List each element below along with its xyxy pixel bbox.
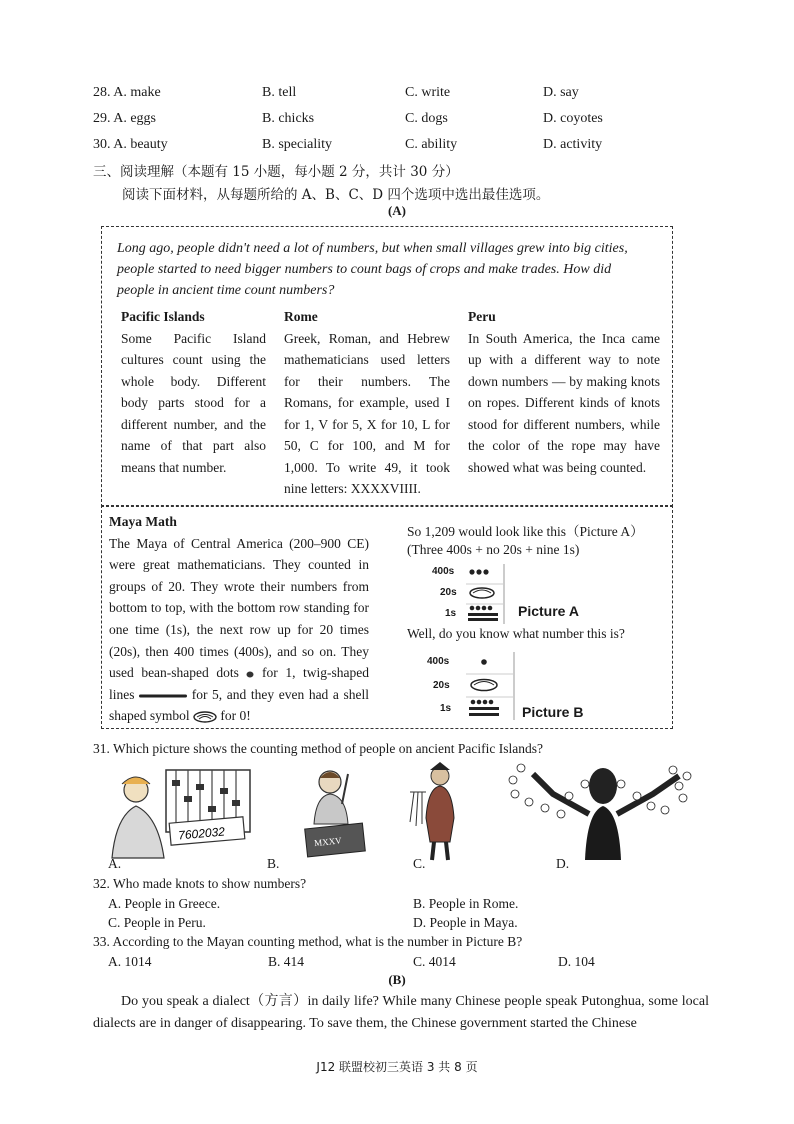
row-label: 400s xyxy=(427,656,450,667)
question-31: 31. Which picture shows the counting method of people on ancient Pacific Islands? xyxy=(93,741,544,756)
question-32: 32. Who made knots to show numbers? xyxy=(93,876,307,891)
q31-label-a: A. xyxy=(108,856,122,871)
column-title: Rome xyxy=(284,309,318,324)
q33-option-d: D. 104 xyxy=(558,954,595,969)
column-body: In South America, the Inca came up with a different way to note down numbers — by making knots on ropes. Different kinds of knots stood for different numbers, while the color of the rope may have showed what was being counted. xyxy=(468,330,660,475)
option-text: 28. A. make xyxy=(93,85,161,100)
row-label: 400s xyxy=(432,566,455,577)
q32-option-d: D. People in Maya. xyxy=(413,915,518,930)
row-label: 1s xyxy=(445,608,457,619)
svg-text:MXXV: MXXV xyxy=(313,835,343,849)
option-text: 29. A. eggs xyxy=(93,111,157,126)
q32-option-b: B. People in Rome. xyxy=(413,896,519,911)
passage-b-body: Do you speak a dialect（方言）in daily life? While many Chinese people speak Putonghua, some local dialects are in danger of disappearing. To save them, the Chinese government started the Chinese xyxy=(93,994,709,1031)
option-text: B. tell xyxy=(262,85,297,100)
q32-option-c: C. People in Peru. xyxy=(108,915,206,930)
picture-b xyxy=(424,652,520,720)
illustration-d-body-counting xyxy=(503,762,699,860)
picture-b-label: Picture B xyxy=(522,704,584,720)
option-text: 30. A. beauty xyxy=(93,137,168,152)
illustration-c-inca-ropes xyxy=(404,762,476,862)
option-text: C. write xyxy=(405,85,451,100)
row-label: 20s xyxy=(440,587,457,598)
shell-symbol-icon xyxy=(193,711,217,723)
maya-math-column xyxy=(109,511,369,727)
mayan-numeral-b xyxy=(466,652,516,720)
option-text: C. ability xyxy=(405,137,458,152)
column-body: for 5, and they even had a shell shaped symbol xyxy=(109,686,370,724)
passage-a-intro: Long ago, people didn't need a lot of numbers, but when small villages grew into big cities, people started to need bigger numbers to count bags of crops and make trades. How did people in ancient time count numbers? xyxy=(117,241,628,298)
section-instruction: 阅读下面材料，从每题所给的 A、B、C、D 四个选项中选出最佳选项。 xyxy=(122,187,550,203)
column-title: Peru xyxy=(468,309,496,324)
question-33: 33. According to the Mayan counting method, what is the number in Picture B? xyxy=(93,934,523,949)
row-label: 20s xyxy=(433,680,450,691)
q33-option-a: A. 1014 xyxy=(108,954,152,969)
q31-label-d: D. xyxy=(556,856,570,871)
q33-option-c: C. 4014 xyxy=(413,954,456,969)
column-body: The Maya of Central America (200–900 CE) were great mathematicians. They counted in groups of 20. They wrote their numbers from bottom to top, with the bottom row standing for one time (1s), the next row up for 20 times (20s), then 400 times (400s), and so on. They used bean-shaped dots xyxy=(109,535,369,681)
rome-column xyxy=(284,306,450,500)
passage-a-label: (A) xyxy=(387,203,407,218)
illustration-number-text: 7602032 xyxy=(177,824,226,843)
column-title: Pacific Islands xyxy=(121,309,205,324)
column-body: for 0! xyxy=(220,708,251,724)
picture-a-intro: So 1,209 would look like this（Picture A） xyxy=(407,524,644,539)
section-heading: 三、阅读理解（本题有 15 小题，每小题 2 分，共计 30 分） xyxy=(93,164,459,180)
mayan-numeral-a xyxy=(466,564,506,624)
q33-option-b: B. 414 xyxy=(268,954,305,969)
peru-column xyxy=(468,306,660,478)
illustration-a-abacus xyxy=(108,766,254,860)
column-body: for 1, twig-shaped lines xyxy=(109,665,370,702)
passage-b-label: (B) xyxy=(388,972,406,987)
options-row-28 xyxy=(93,85,713,105)
illustration-b-roman-scribe xyxy=(296,764,374,860)
option-text: D. say xyxy=(543,85,579,100)
option-text: B. speciality xyxy=(262,137,332,152)
column-body: Some Pacific Island cultures count using the whole body. Different body parts stood for a different number, and the name of that part also means that number. xyxy=(121,330,266,475)
picture-a-label: Picture A xyxy=(518,603,579,619)
option-text: D. activity xyxy=(543,137,603,152)
options-row-30 xyxy=(93,137,713,157)
pacific-islands-column xyxy=(121,306,266,478)
column-body: Greek, Roman, and Hebrew mathematicians used letters for their numbers. The Romans, for example, used I for 1, V for 5, X for 10, L for 50, C for 100, and M for 1,000. To write 49, it took nine letters: XXXXVIIII. xyxy=(284,330,450,496)
q31-label-c: C. xyxy=(413,856,426,871)
option-text: C. dogs xyxy=(405,111,448,126)
bean-dot-icon xyxy=(246,671,254,678)
picture-b-question: Well, do you know what number this is? xyxy=(407,626,625,641)
twig-line-icon xyxy=(139,693,187,699)
passage-b-text xyxy=(93,991,709,1035)
options-row-29 xyxy=(93,111,713,131)
q32-option-a: A. People in Greece. xyxy=(108,896,221,911)
picture-a-breakdown: (Three 400s + no 20s + nine 1s) xyxy=(407,542,580,557)
option-text: D. coyotes xyxy=(543,111,603,126)
q31-label-b: B. xyxy=(267,856,280,871)
picture-a xyxy=(428,564,508,624)
option-text: B. chicks xyxy=(262,111,315,126)
column-title: Maya Math xyxy=(109,514,177,529)
row-label: 1s xyxy=(440,703,452,714)
page-footer: J12 联盟校初三英语 3 共 8 页 xyxy=(316,1060,478,1074)
